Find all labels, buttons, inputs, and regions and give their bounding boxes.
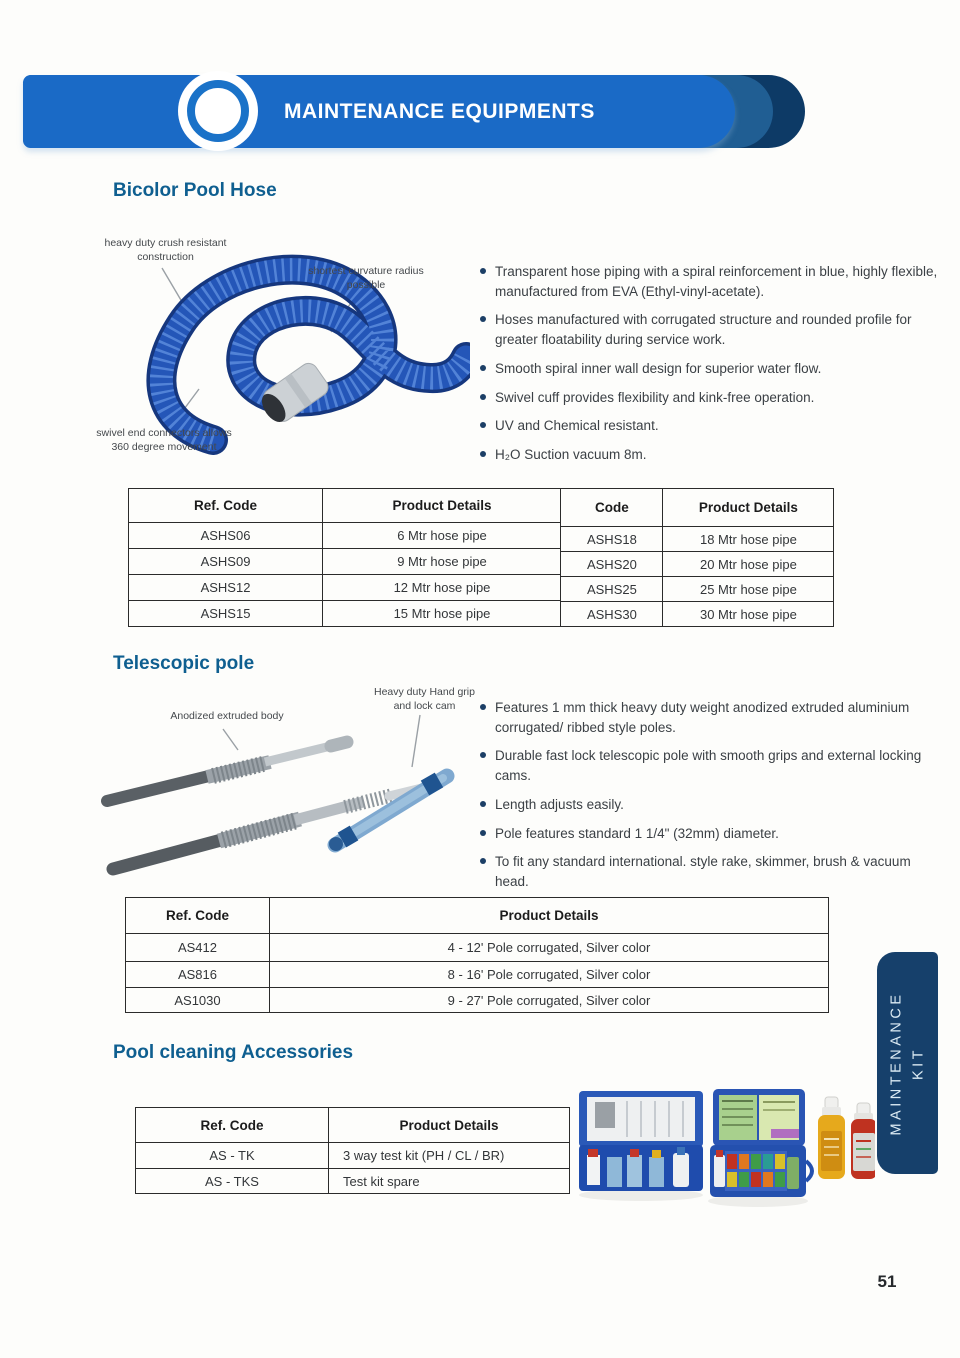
product-cell: 6 Mtr hose pipe	[323, 523, 562, 549]
bullet-item	[480, 445, 942, 465]
product-cell: 15 Mtr hose pipe	[323, 601, 562, 627]
bullet-item	[480, 824, 948, 844]
pole-annotation-grip: Heavy duty Hand grip and lock cam	[374, 686, 475, 712]
column-header: Product Details	[329, 1108, 570, 1143]
hose-annotation-curvature: shortest curvature radius possible	[308, 265, 424, 291]
ref-code-cell: ASHS30	[561, 602, 663, 627]
table-row	[561, 552, 834, 577]
product-cell: 18 Mtr hose pipe	[663, 527, 834, 552]
page-number: 51	[877, 1272, 897, 1291]
bullet-item	[480, 416, 942, 436]
bullet-text: To fit any standard international. style rake, skimmer, brush & vacuum head.	[495, 854, 911, 889]
table-row	[126, 934, 829, 962]
table-row	[129, 601, 562, 627]
pole-bullet-list	[480, 698, 948, 901]
tab-label-line1: MAINTENANCE	[887, 990, 904, 1136]
accessories-table	[135, 1107, 570, 1194]
table-row	[561, 577, 834, 602]
pole-table	[125, 897, 829, 1013]
ref-code-cell: ASHS09	[129, 549, 323, 575]
ref-code-cell: AS - TKS	[136, 1169, 329, 1194]
ref-code-cell: ASHS06	[129, 523, 323, 549]
product-cell: 9 - 27' Pole corrugated, Silver color	[270, 988, 829, 1013]
table-row	[136, 1143, 570, 1169]
bullet-text: Pole features standard 1 1/4" (32mm) diameter.	[495, 825, 779, 841]
ref-code-cell: AS816	[126, 962, 270, 988]
ref-code-cell: ASHS25	[561, 577, 663, 602]
table-row	[129, 523, 562, 549]
bullet-item	[480, 746, 948, 785]
table-row	[126, 962, 829, 988]
hose-table	[128, 488, 834, 627]
hose-table-right	[560, 488, 834, 627]
bullet-text: UV and Chemical resistant.	[495, 418, 659, 434]
column-header: Code	[561, 489, 663, 527]
bullet-text: Durable fast lock telescopic pole with smooth grips and external locking cams.	[495, 748, 922, 784]
bullet-dot	[480, 830, 486, 836]
bullet-dot	[480, 704, 486, 710]
table-row	[129, 575, 562, 601]
column-header: Ref. Code	[136, 1108, 329, 1143]
hose-cuff	[256, 360, 332, 428]
bullet-item	[480, 359, 942, 379]
bullet-text: Swivel cuff provides flexibility and kink-free operation.	[495, 389, 815, 405]
table-row	[126, 988, 829, 1013]
product-cell: 3 way test kit (PH / CL / BR)	[329, 1143, 570, 1169]
ref-code-cell: ASHS20	[561, 552, 663, 577]
product-cell: 20 Mtr hose pipe	[663, 552, 834, 577]
ref-code-cell: AS412	[126, 934, 270, 962]
hose-annotation-swivel: swivel end connectors allows 360 degree movement	[96, 427, 232, 453]
bullet-item	[480, 852, 948, 891]
hose-table-left	[128, 488, 562, 627]
maintenance-kit-tab-label	[877, 952, 938, 1174]
bullet-dot	[480, 316, 486, 322]
bullet-text: Features 1 mm thick heavy duty weight anodized extruded aluminium corrugated/ ribbed style poles.	[495, 700, 910, 735]
column-header: Product Details	[270, 898, 829, 934]
bullet-item	[480, 795, 948, 815]
brand-circle-icon	[178, 71, 258, 151]
bullet-item	[480, 388, 942, 408]
bullet-text: Transparent hose piping with a spiral reinforcement in blue, highly flexible, manufactured from EVA (Ethyl-vinyl-acetate).	[495, 264, 938, 299]
product-cell: 12 Mtr hose pipe	[323, 575, 562, 601]
product-cell: 8 - 16' Pole corrugated, Silver color	[270, 962, 829, 988]
bullet-text: H₂O Suction vacuum 8m.	[495, 446, 647, 462]
bullet-item	[480, 310, 942, 349]
product-cell: 9 Mtr hose pipe	[323, 549, 562, 575]
hose-annotation-crush: heavy duty crush resistant construction	[104, 237, 227, 263]
product-cell: Test kit spare	[329, 1169, 570, 1194]
column-header: Product Details	[663, 489, 834, 527]
bullet-dot	[480, 752, 486, 758]
bullet-text: Length adjusts easily.	[495, 796, 624, 812]
table-row	[561, 527, 834, 552]
bullet-text: Smooth spiral inner wall design for superior water flow.	[495, 360, 822, 376]
table-row	[129, 549, 562, 575]
ref-code-cell: ASHS12	[129, 575, 323, 601]
table-row	[136, 1169, 570, 1194]
product-cell: 30 Mtr hose pipe	[663, 602, 834, 627]
bullet-dot	[480, 422, 486, 428]
test-kit-illustration	[575, 1085, 875, 1217]
bullet-dot	[480, 451, 486, 457]
maintenance-kit-tab	[877, 952, 938, 1174]
ref-code-cell: ASHS18	[561, 527, 663, 552]
section-title-hose: Bicolor Pool Hose	[113, 180, 277, 201]
bullet-dot	[480, 858, 486, 864]
bullet-dot	[480, 268, 486, 274]
column-header: Ref. Code	[129, 489, 323, 523]
brand-ring-icon	[187, 80, 249, 142]
pole-annotation-body: Anodized extruded body	[170, 710, 284, 722]
hose-bullet-list	[480, 262, 942, 474]
product-cell: 4 - 12' Pole corrugated, Silver color	[270, 934, 829, 962]
ref-code-cell: AS - TK	[136, 1143, 329, 1169]
page-title: MAINTENANCE EQUIPMENTS	[284, 100, 595, 123]
bullet-dot	[480, 801, 486, 807]
section-title-accessories: Pool cleaning Accessories	[113, 1042, 354, 1063]
column-header: Product Details	[323, 489, 562, 523]
bullet-item	[480, 262, 942, 301]
bullet-dot	[480, 394, 486, 400]
product-cell: 25 Mtr hose pipe	[663, 577, 834, 602]
section-title-pole: Telescopic pole	[113, 653, 255, 674]
tab-label-line2: KIT	[909, 1046, 926, 1080]
ref-code-cell: ASHS15	[129, 601, 323, 627]
bullet-text: Hoses manufactured with corrugated structure and rounded profile for greater floatability during service work.	[495, 312, 912, 348]
ref-code-cell: AS1030	[126, 988, 270, 1013]
table-row	[561, 602, 834, 627]
bullet-dot	[480, 365, 486, 371]
bullet-item	[480, 698, 948, 737]
column-header: Ref. Code	[126, 898, 270, 934]
